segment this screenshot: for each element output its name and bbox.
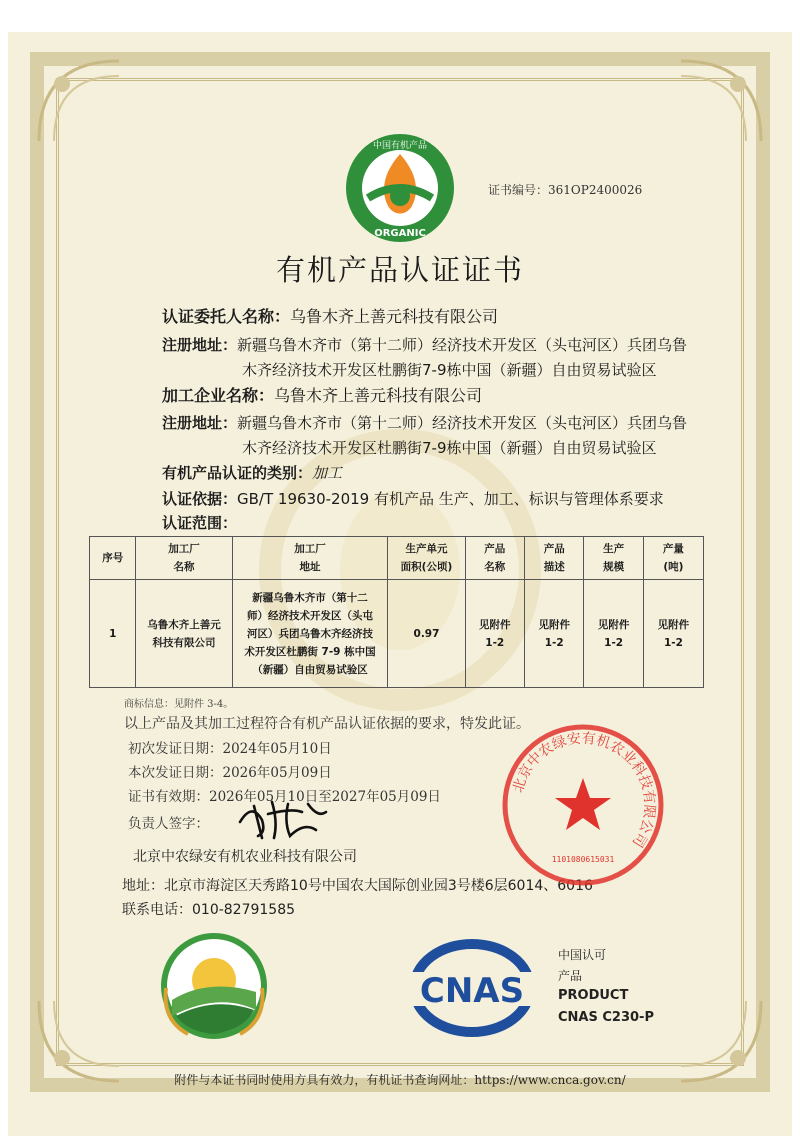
- cell-factory-address: 新疆乌鲁木齐市（第十二 师）经济技术开发区（头屯 河区）兵团乌鲁木齐经济技 术开发区杜鹏街 7-9 栋中国 （新疆）自由贸易试验区: [232, 580, 388, 688]
- processor-name: 乌鲁木齐上善元科技有限公司: [274, 386, 483, 405]
- seal-number: 1101080615031: [551, 855, 615, 864]
- china-organic-product-logo: [344, 132, 456, 244]
- validity-label: 证书有效期：: [128, 789, 209, 805]
- first-issue-row: [128, 737, 332, 757]
- cnas-line4: CNAS C230-P: [558, 1010, 654, 1025]
- certificate-number-label: 证书编号：: [488, 183, 549, 197]
- client-address-line1: 新疆乌鲁木齐市（第十二师）经济技术开发区（头屯河区）兵团乌鲁: [237, 336, 688, 354]
- cell-yield: 见附件 1-2: [643, 580, 703, 688]
- green-agriculture-logo: [158, 930, 270, 1042]
- footer-note: 附件与本证书同时使用方具有效力，有机证书查询网址：https://www.cnca.gov.cn/: [174, 1073, 626, 1087]
- scope-table: [89, 536, 704, 688]
- category-value: 加工: [312, 464, 343, 482]
- validity-value: 2026年05月10日至2027年05月09日: [209, 789, 441, 805]
- cell-product-name: 见附件 1-2: [465, 580, 524, 688]
- phone-row: [122, 899, 295, 919]
- cnas-logo-text: CNAS: [419, 971, 525, 1011]
- certificate-number: [488, 181, 642, 198]
- phone-label: 联系电话：: [122, 902, 192, 918]
- corner-ornament-icon: [34, 56, 124, 146]
- this-issue-date: 2026年05月09日: [222, 765, 332, 781]
- official-seal: [500, 722, 666, 888]
- category-label: 有机产品认证的类别：: [162, 464, 313, 482]
- cell-scale: 见附件 1-2: [584, 580, 643, 688]
- client-address-row: [162, 334, 687, 355]
- page-title: 有机产品认证证书: [275, 253, 524, 287]
- signature-icon: [232, 792, 332, 842]
- cell-no: 1: [90, 580, 136, 688]
- basis-label: 认证依据：: [162, 490, 238, 508]
- header-factory-name: 加工厂 名称: [136, 537, 232, 580]
- basis-value: GB/T 19630-2019 有机产品 生产、加工、标识与管理体系要求: [237, 490, 664, 508]
- signer-label: 负责人签字：: [128, 816, 209, 832]
- header-product-desc: 产品 描述: [524, 537, 583, 580]
- scope-table-header: [90, 537, 704, 580]
- logo-ring-text: 中国有机产品: [372, 141, 428, 151]
- client-address-line2: 木齐经济技术开发区杜鹏街7-9栋中国（新疆）自由贸易试验区: [242, 361, 657, 379]
- cell-product-desc: 见附件 1-2: [524, 580, 583, 688]
- cell-factory-name: 乌鲁木齐上善元 科技有限公司: [136, 580, 232, 688]
- first-issue-date: 2024年05月10日: [222, 741, 332, 757]
- statement: 以上产品及其加工过程符合有机产品认证依据的要求，特发此证。: [124, 716, 530, 732]
- corner-ornament-icon: [676, 56, 766, 146]
- address-label: 地址：: [122, 878, 164, 894]
- cnas-logo: [404, 938, 540, 1038]
- scope-label: 认证范围：: [162, 514, 238, 532]
- processor-address-line2: 木齐经济技术开发区杜鹏街7-9栋中国（新疆）自由贸易试验区: [242, 439, 657, 457]
- client-label: 认证委托人名称：: [162, 307, 291, 326]
- certificate-number-value: 361OP2400026: [548, 183, 643, 197]
- cnas-line3: PRODUCT: [558, 988, 629, 1003]
- cnas-line1: 中国认可: [558, 948, 607, 962]
- header-no: 序号: [90, 537, 136, 580]
- header-yield: 产量 (吨): [643, 537, 703, 580]
- seal-star-icon: [555, 778, 611, 830]
- address-value: 北京市海淀区天秀路10号中国农大国际创业园3号楼6层6014、6016: [164, 878, 593, 894]
- header-factory-address: 加工厂 地址: [232, 537, 388, 580]
- issuer-name: 北京中农绿安有机农业科技有限公司: [133, 849, 357, 865]
- processor-address-line1: 新疆乌鲁木齐市（第十二师）经济技术开发区（头屯河区）兵团乌鲁: [237, 414, 688, 432]
- first-issue-label: 初次发证日期：: [128, 741, 223, 757]
- processor-row: [162, 383, 482, 406]
- phone-value: 010-82791585: [192, 902, 296, 918]
- seal-text: 北京中农绿安有机农业科技有限公司: [510, 730, 658, 850]
- client-name: 乌鲁木齐上善元科技有限公司: [290, 307, 499, 326]
- cnas-line2: 产品: [558, 969, 583, 983]
- processor-address-label: 注册地址：: [162, 414, 238, 432]
- trademark-note: 商标信息：见附件 3-4。: [124, 699, 234, 710]
- client-address-label: 注册地址：: [162, 336, 238, 354]
- table-row: [90, 580, 704, 688]
- top-strip: [0, 0, 800, 30]
- logo-organic-text: ORGANIC: [374, 228, 426, 239]
- header-area: 生产单元 面积(公顷): [388, 537, 465, 580]
- basis-row: [162, 488, 664, 509]
- client-row: [162, 304, 498, 327]
- header-scale: 生产 规模: [584, 537, 643, 580]
- processor-label: 加工企业名称：: [162, 386, 275, 405]
- processor-address-row: [162, 412, 687, 433]
- this-issue-label: 本次发证日期：: [128, 765, 223, 781]
- header-product-name: 产品 名称: [465, 537, 524, 580]
- cell-area: 0.97: [388, 580, 465, 688]
- category-row: [162, 462, 342, 483]
- this-issue-row: [128, 761, 332, 781]
